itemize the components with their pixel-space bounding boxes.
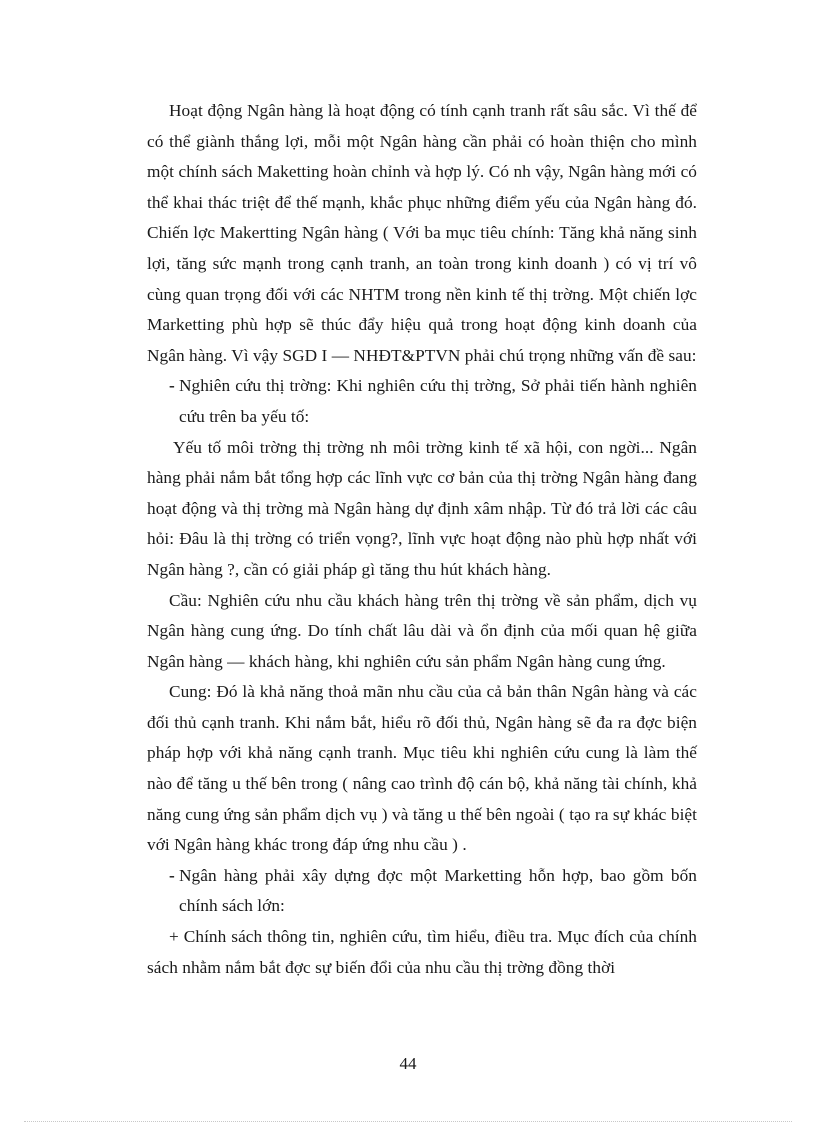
page-bottom-divider <box>24 1121 792 1122</box>
paragraph-demand: Cầu: Nghiên cứu nhu cầu khách hàng trên thị trờng về sản phẩm, dịch vụ Ngân hàng cung ứng. Do tính chất lâu dài và ổn định của mối quan hệ giữa Ngân hàng — khách hàng, khi nghiên cứu sản phẩm Ngân hàng cung ứng. <box>147 590 697 671</box>
page-body <box>147 96 697 983</box>
bullet-dash: - <box>169 865 175 885</box>
paragraph-information-policy: + Chính sách thông tin, nghiên cứu, tìm hiểu, điều tra. Mục đích của chính sách nhằm nắm bắt đợc sự biến đổi của nhu cầu thị trờng đồng thời <box>147 927 697 977</box>
paragraph-intro: Hoạt động Ngân hàng là hoạt động có tính cạnh tranh rất sâu sắc. Vì thế để có thể giành thắng lợi, mỗi một Ngân hàng cần phải có hoàn thiện cho mình một chính sách Maketting hoàn chỉnh và hợp lý. Có nh vậy, Ngân hàng mới có thể khai thác triệt để thế mạnh, khắc phục những điểm yếu của Ngân hàng đó. Chiến lợc Makertting Ngân hàng ( Với ba mục tiêu chính: Tăng khả năng sinh lợi, tăng sức mạnh trong cạnh tranh, an toàn trong kinh doanh ) có vị trí vô cùng quan trọng đối với các NHTM trong nền kinh tế thị trờng. Một chiến lợc Marketting phù hợp sẽ thúc đẩy hiệu quả trong hoạt động kinh doanh của Ngân hàng. Vì vậy SGD I — NHĐT&PTVN phải chú trọng những vấn đề sau: <box>147 101 697 365</box>
page-number: 44 <box>399 1054 417 1073</box>
bullet-text: Nghiên cứu thị trờng: Khi nghiên cứu thị trờng, Sở phải tiến hành nghiên cứu trên ba yếu tố: <box>179 376 697 426</box>
paragraph-supply: Cung: Đó là khả năng thoả mãn nhu cầu của cả bản thân Ngân hàng và các đối thủ cạnh tranh. Khi nắm bắt, hiểu rõ đối thủ, Ngân hàng sẽ đa ra đợc biện pháp hợp với khả năng cạnh tranh. Mục tiêu khi nghiên cứu cung là làm thế nào để tăng u thế bên trong ( nâng cao trình độ cán bộ, khả năng tài chính, khả năng cung ứng sản phẩm dịch vụ ) và tăng u thế bên ngoài ( tạo ra sự khác biệt với Ngân hàng khác trong đáp ứng nhu cầu ) . <box>147 682 697 855</box>
bullet-dash: - <box>169 376 175 396</box>
bullet-marketing-mix <box>147 861 697 922</box>
bullet-text: Ngân hàng phải xây dựng đợc một Marketting hỗn hợp, bao gồm bốn chính sách lớn: <box>179 865 697 916</box>
paragraph-environment: Yếu tố môi trờng thị trờng nh môi trờng kinh tế xã hội, con ngời... Ngân hàng phải nắm bắt tổng hợp các lĩnh vực cơ bản của thị trờng Ngân hàng đang hoạt động và thị trờng mà Ngân hàng dự định xâm nhập. Từ đó trả lời các câu hỏi: Đâu là thị trờng có triển vọng?, lĩnh vực hoạt động nào phù hợp nhất với Ngân hàng ?, cần có giải pháp gì tăng thu hút khách hàng. <box>147 437 697 579</box>
bullet-market-research <box>147 371 697 432</box>
